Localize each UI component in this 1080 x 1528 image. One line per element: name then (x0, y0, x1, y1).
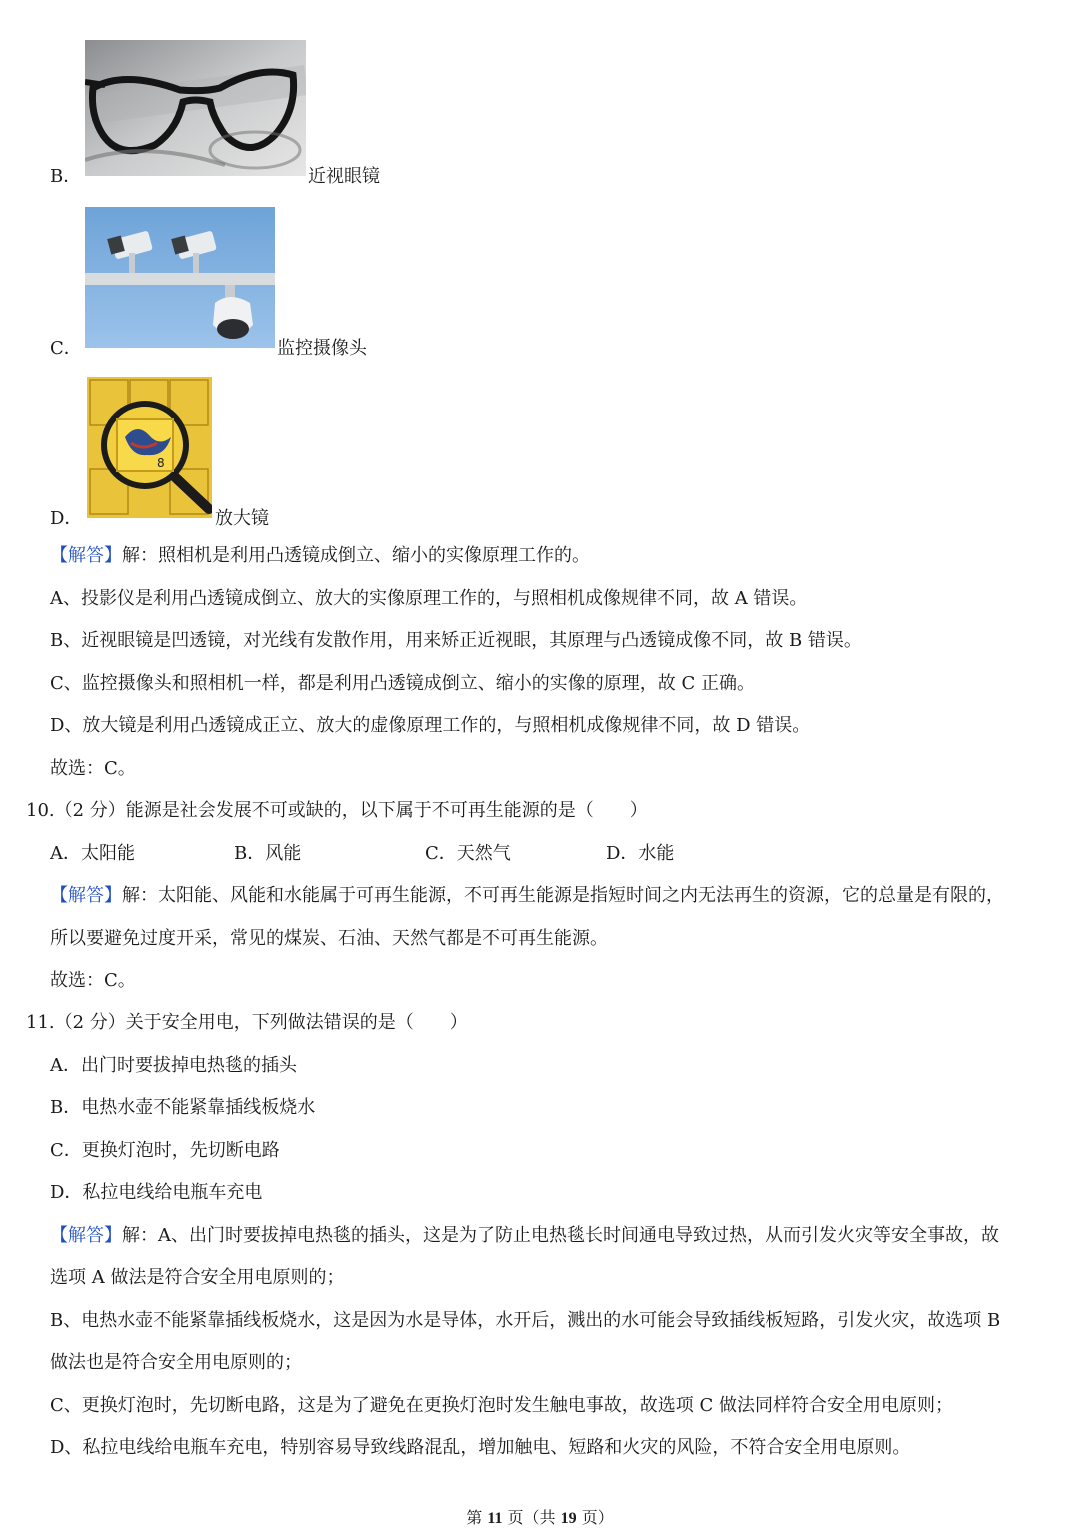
q10-option-a: A．太阳能 (50, 843, 135, 864)
glasses-photo (85, 40, 306, 176)
option-b-letter: B． (50, 166, 82, 187)
q9-answer-line-a: A、投影仪是利用凸透镜成倒立、放大的实像原理工作的，与照相机成像规律不同，故 A 错误。 (50, 588, 808, 609)
q11-option-b: B．电热水壶不能紧靠插线板烧水 (50, 1097, 316, 1118)
q9-answer-intro-text: 解：照相机是利用凸透镜成倒立、缩小的实像原理工作的。 (122, 545, 590, 566)
footer-suffix: 页） (576, 1508, 614, 1527)
q11-option-c: C．更换灯泡时，先切断电路 (50, 1140, 280, 1161)
option-c-caption: 监控摄像头 (277, 338, 367, 359)
q10-answer-line2: 所以要避免过度开采，常见的煤炭、石油、天然气都是不可再生能源。 (50, 928, 608, 949)
q9-answer-line-b: B、近视眼镜是凹透镜，对光线有发散作用，用来矫正近视眼，其原理与凸透镜成像不同，故 B 错误。 (50, 630, 862, 651)
q11-stem: 11.（2 分）关于安全用电，下列做法错误的是（ ） (26, 1012, 468, 1033)
option-c-letter: C． (50, 338, 82, 359)
q11-answer-line1-text: 解：A、出门时要拔掉电热毯的插头，这是为了防止电热毯长时间通电导致过热，从而引发火灾等安全事故，故 (122, 1225, 999, 1246)
q11-option-d: D．私拉电线给电瓶车充电 (50, 1182, 263, 1203)
answer-tag: 【解答】 (50, 885, 122, 906)
footer-total-pages: 19 (560, 1510, 577, 1527)
q10-choice: 故选：C。 (50, 970, 136, 991)
q9-answer-line-d: D、放大镜是利用凸透镜成正立、放大的虚像原理工作的，与照相机成像规律不同，故 D 错误。 (50, 715, 811, 736)
option-d-caption: 放大镜 (215, 508, 269, 529)
answer-tag: 【解答】 (50, 1225, 122, 1246)
q11-answer-line2: 选项 A 做法是符合安全用电原则的； (50, 1267, 345, 1288)
page-footer (0, 1505, 1080, 1528)
q11-answer-line6: D、私拉电线给电瓶车充电，特别容易导致线路混乱，增加触电、短路和火灾的风险，不符合安全用电原则。 (50, 1437, 911, 1458)
option-d-letter: D． (50, 508, 83, 529)
q11-option-a: A．出门时要拔掉电热毯的插头 (50, 1055, 297, 1076)
footer-mid: 页（共 (502, 1508, 561, 1527)
cctv-camera-photo (85, 207, 275, 348)
q11-answer-line4: 做法也是符合安全用电原则的； (50, 1352, 302, 1373)
q11-answer-line5: C、更换灯泡时，先切断电路，这是为了避免在更换灯泡时发生触电事故，故选项 C 做法同样符合安全用电原则； (50, 1395, 953, 1416)
q9-choice: 故选：C。 (50, 758, 136, 779)
magnifier-stamp-photo (87, 377, 212, 518)
q10-stem: 10.（2 分）能源是社会发展不可或缺的，以下属于不可再生能源的是（ ） (26, 800, 648, 821)
option-b-caption: 近视眼镜 (308, 166, 380, 187)
q10-option-d: D．水能 (606, 843, 675, 864)
q11-answer-line3: B、电热水壶不能紧靠插线板烧水，这是因为水是导体，水开后，溅出的水可能会导致插线板短路，引发火灾，故选项 B (50, 1310, 1001, 1331)
svg-text:8: 8 (157, 456, 165, 470)
q10-option-c: C．天然气 (425, 843, 511, 864)
q10-answer-line1 (50, 884, 1004, 908)
q10-option-b: B．风能 (234, 843, 302, 864)
q9-answer-intro (50, 544, 590, 568)
q11-answer-line1 (50, 1224, 999, 1248)
q9-answer-line-c: C、监控摄像头和照相机一样，都是利用凸透镜成倒立、缩小的实像的原理，故 C 正确。 (50, 673, 755, 694)
footer-prefix: 第 (466, 1508, 488, 1527)
footer-page-number: 11 (487, 1510, 503, 1527)
q10-answer-line1-text: 解：太阳能、风能和水能属于可再生能源，不可再生能源是指短时间之内无法再生的资源，它的总量是有限的， (122, 885, 1004, 906)
answer-tag: 【解答】 (50, 545, 122, 566)
